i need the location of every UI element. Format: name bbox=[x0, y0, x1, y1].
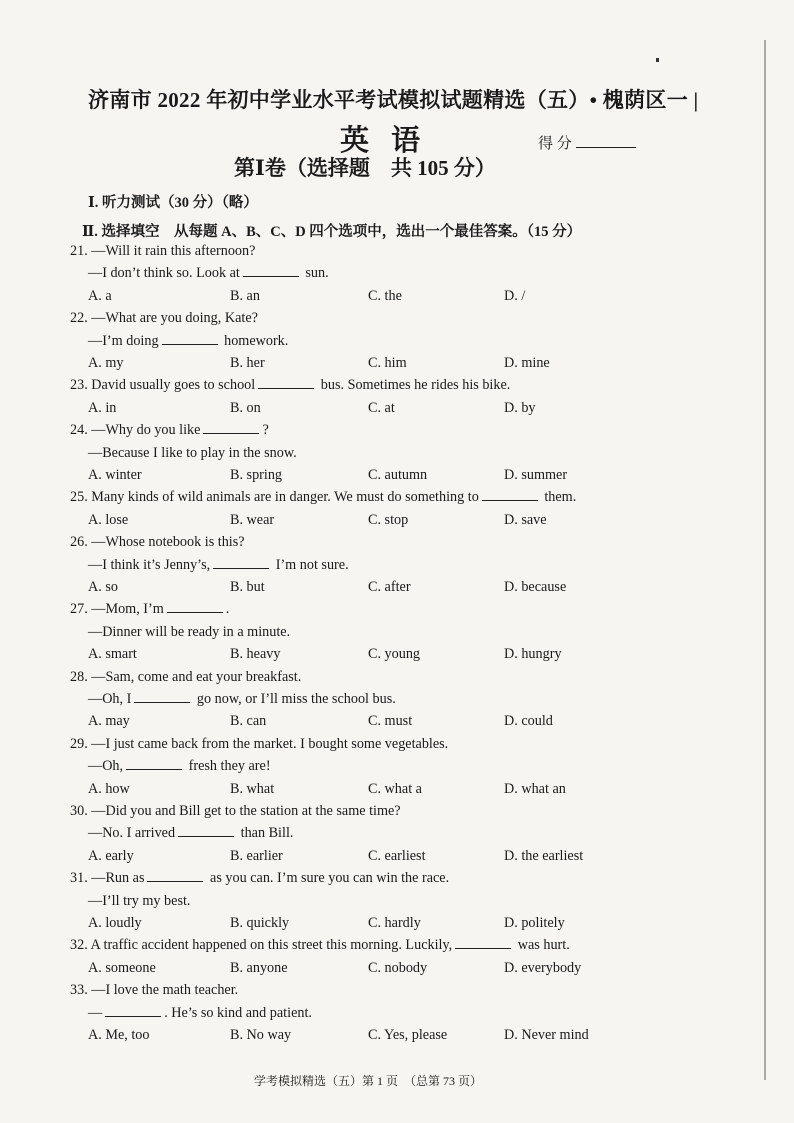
option-a[interactable]: A. loudly bbox=[88, 915, 142, 932]
question-item bbox=[70, 598, 670, 665]
question-item bbox=[70, 374, 670, 419]
question-text: 22. —What are you doing, Kate? bbox=[70, 310, 258, 327]
answer-blank[interactable] bbox=[203, 419, 259, 434]
option-a[interactable]: A. so bbox=[88, 579, 118, 596]
question-text-tail: was hurt. bbox=[514, 937, 570, 954]
question-text: —Oh, I bbox=[88, 691, 132, 708]
answer-blank[interactable] bbox=[482, 486, 538, 501]
option-c[interactable]: C. him bbox=[368, 355, 407, 372]
score-label: 得 分 bbox=[538, 136, 572, 152]
option-c[interactable]: C. Yes, please bbox=[368, 1027, 448, 1044]
option-a[interactable]: A. my bbox=[88, 355, 124, 372]
option-a[interactable]: A. in bbox=[88, 399, 117, 416]
question-text: —I’m doing bbox=[88, 332, 159, 349]
question-text: — bbox=[88, 1004, 103, 1021]
question-line bbox=[70, 531, 670, 553]
question-item bbox=[70, 934, 670, 979]
question-line bbox=[70, 822, 670, 844]
question-text-tail: . bbox=[225, 601, 230, 618]
option-a[interactable]: A. may bbox=[88, 713, 130, 730]
question-text-tail: them. bbox=[540, 489, 577, 506]
option-c[interactable]: C. earliest bbox=[368, 847, 426, 864]
question-text: —Oh, bbox=[88, 758, 124, 775]
question-text-tail: bus. Sometimes he rides his bike. bbox=[317, 377, 511, 394]
option-c[interactable]: C. young bbox=[368, 646, 421, 663]
option-b[interactable]: B. quickly bbox=[230, 915, 290, 932]
answer-blank[interactable] bbox=[134, 688, 190, 703]
option-a[interactable]: A. lose bbox=[88, 511, 129, 528]
option-d[interactable]: D. everybody bbox=[504, 959, 582, 976]
option-d[interactable]: D. Never mind bbox=[504, 1027, 589, 1044]
question-text: 33. —I love the math teacher. bbox=[70, 982, 239, 999]
options-row bbox=[70, 285, 670, 307]
option-d[interactable]: D. the earliest bbox=[504, 847, 584, 864]
options-row bbox=[70, 710, 670, 732]
question-line bbox=[70, 867, 670, 889]
question-line bbox=[70, 598, 670, 620]
question-text-tail: go now, or I’ll miss the school bus. bbox=[193, 691, 396, 708]
question-item bbox=[70, 531, 670, 598]
option-d[interactable]: D. because bbox=[504, 579, 567, 596]
section-listening: Ⅰ. 听力测试（30 分）（略） bbox=[88, 195, 258, 211]
question-text: 32. A traffic accident happened on this street this morning. Luckily, bbox=[70, 937, 453, 954]
option-c[interactable]: C. stop bbox=[368, 511, 409, 528]
option-d[interactable]: D. could bbox=[504, 713, 553, 730]
question-text: 26. —Whose notebook is this? bbox=[70, 534, 245, 551]
option-d[interactable]: D. politely bbox=[504, 915, 565, 932]
question-line bbox=[70, 554, 670, 576]
option-a[interactable]: A. someone bbox=[88, 959, 156, 976]
question-line bbox=[70, 419, 670, 441]
question-line bbox=[70, 800, 670, 822]
question-text-tail: as you can. I’m sure you can win the race. bbox=[206, 870, 450, 887]
options-row bbox=[70, 912, 670, 934]
option-b[interactable]: B. what bbox=[230, 780, 275, 797]
options-row bbox=[70, 464, 670, 486]
question-line bbox=[70, 442, 670, 464]
option-b[interactable]: B. anyone bbox=[230, 959, 288, 976]
answer-blank[interactable] bbox=[258, 374, 314, 389]
volume-title: 第Ⅰ卷（选择题 共 105 分） bbox=[234, 156, 496, 180]
question-line bbox=[70, 330, 670, 352]
page-footer: 学考模拟精选（五）第 1 页 （总第 73 页） bbox=[254, 1074, 483, 1088]
question-line bbox=[70, 733, 670, 755]
option-d[interactable]: D. what an bbox=[504, 780, 566, 797]
option-a[interactable]: A. Me, too bbox=[88, 1027, 150, 1044]
option-d[interactable]: D. / bbox=[504, 287, 526, 304]
option-a[interactable]: A. smart bbox=[88, 646, 137, 663]
question-text: —Dinner will be ready in a minute. bbox=[88, 623, 291, 640]
answer-blank[interactable] bbox=[455, 934, 511, 949]
question-line bbox=[70, 486, 670, 508]
question-text: —I don’t think so. Look at bbox=[88, 265, 240, 282]
option-b[interactable]: B. an bbox=[230, 287, 260, 304]
question-item bbox=[70, 733, 670, 800]
option-a[interactable]: A. early bbox=[88, 847, 134, 864]
option-c[interactable]: C. nobody bbox=[368, 959, 428, 976]
question-item bbox=[70, 979, 670, 1046]
options-row bbox=[70, 509, 670, 531]
option-c[interactable]: C. the bbox=[368, 287, 402, 304]
question-text: 29. —I just came back from the market. I bought some vegetables. bbox=[70, 735, 449, 752]
question-text: 30. —Did you and Bill get to the station at the same time? bbox=[70, 803, 401, 820]
options-row bbox=[70, 352, 670, 374]
options-row bbox=[70, 1024, 670, 1046]
question-line bbox=[70, 934, 670, 956]
question-item bbox=[70, 240, 670, 307]
score-field bbox=[538, 132, 636, 153]
option-c[interactable]: C. autumn bbox=[368, 467, 428, 484]
answer-blank[interactable] bbox=[178, 822, 234, 837]
question-item bbox=[70, 666, 670, 733]
question-text: —No. I arrived bbox=[88, 825, 176, 842]
options-row bbox=[70, 576, 670, 598]
option-a[interactable]: A. winter bbox=[88, 467, 142, 484]
option-b[interactable]: B. heavy bbox=[230, 646, 281, 663]
answer-blank[interactable] bbox=[243, 262, 299, 277]
option-a[interactable]: A. how bbox=[88, 780, 130, 797]
option-b[interactable]: B. but bbox=[230, 579, 265, 596]
question-text-tail: I’m not sure. bbox=[272, 556, 349, 573]
question-text: —I’ll try my best. bbox=[88, 892, 191, 909]
question-item bbox=[70, 307, 670, 374]
question-text: 21. —Will it rain this afternoon? bbox=[70, 243, 256, 259]
option-b[interactable]: B. can bbox=[230, 713, 267, 730]
question-item bbox=[70, 867, 670, 934]
exam-title: 济南市 2022 年初中学业水平考试模拟试题精选（五）• 槐荫区一 | bbox=[88, 88, 699, 112]
question-line bbox=[70, 1002, 670, 1024]
option-c[interactable]: C. hardly bbox=[368, 915, 421, 932]
options-row bbox=[70, 845, 670, 867]
question-line bbox=[70, 688, 670, 710]
question-text: 23. David usually goes to school bbox=[70, 377, 256, 394]
option-c[interactable]: C. at bbox=[368, 399, 395, 416]
question-text-tail: sun. bbox=[301, 265, 329, 282]
options-row bbox=[70, 397, 670, 419]
option-c[interactable]: C. after bbox=[368, 579, 411, 596]
question-line bbox=[70, 979, 670, 1001]
question-line bbox=[70, 890, 670, 912]
option-d[interactable]: D. hungry bbox=[504, 646, 562, 663]
question-text: 24. —Why do you like bbox=[70, 422, 201, 439]
question-text: 25. Many kinds of wild animals are in danger. We must do something to bbox=[70, 489, 479, 506]
question-text: 27. —Mom, I’m bbox=[70, 601, 164, 618]
option-b[interactable]: B. earlier bbox=[230, 847, 283, 864]
question-text: —Because I like to play in the snow. bbox=[88, 444, 297, 461]
option-b[interactable]: B. spring bbox=[230, 467, 283, 484]
option-c[interactable]: C. what a bbox=[368, 780, 422, 797]
question-text: —I think it’s Jenny’s, bbox=[88, 556, 211, 573]
question-line bbox=[70, 240, 670, 262]
answer-blank[interactable] bbox=[167, 598, 223, 613]
answer-blank[interactable] bbox=[126, 755, 182, 770]
answer-blank[interactable] bbox=[162, 330, 218, 345]
option-d[interactable]: D. summer bbox=[504, 467, 568, 484]
option-d[interactable]: D. by bbox=[504, 399, 536, 416]
question-item bbox=[70, 419, 670, 486]
option-b[interactable]: B. wear bbox=[230, 511, 275, 528]
question-text-tail: homework. bbox=[220, 332, 289, 349]
subject-title: 英 语 bbox=[340, 123, 427, 157]
answer-blank[interactable] bbox=[147, 867, 203, 882]
option-d[interactable]: D. save bbox=[504, 511, 547, 528]
answer-blank[interactable] bbox=[105, 1002, 161, 1017]
options-row bbox=[70, 643, 670, 665]
answer-blank[interactable] bbox=[213, 554, 269, 569]
speck-mark bbox=[656, 58, 659, 62]
section-multiple-choice: Ⅱ. 选择填空 从每题 A、B、C、D 四个选项中，选出一个最佳答案。（15 分） bbox=[82, 224, 582, 240]
option-a[interactable]: A. a bbox=[88, 287, 112, 304]
question-text-tail: ? bbox=[262, 422, 269, 439]
question-line bbox=[70, 307, 670, 329]
question-text-tail: fresh they are! bbox=[185, 758, 271, 775]
option-b[interactable]: B. her bbox=[230, 355, 265, 372]
question-item bbox=[70, 800, 670, 867]
option-c[interactable]: C. must bbox=[368, 713, 413, 730]
question-text-tail: than Bill. bbox=[237, 825, 294, 842]
question-text: 31. —Run as bbox=[70, 870, 145, 887]
option-b[interactable]: B. on bbox=[230, 399, 261, 416]
question-item bbox=[70, 486, 670, 531]
question-line bbox=[70, 374, 670, 396]
question-list bbox=[70, 240, 670, 1046]
option-b[interactable]: B. No way bbox=[230, 1027, 292, 1044]
question-text: 28. —Sam, come and eat your breakfast. bbox=[70, 668, 302, 685]
question-line bbox=[70, 755, 670, 777]
options-row bbox=[70, 957, 670, 979]
option-d[interactable]: D. mine bbox=[504, 355, 550, 372]
question-line bbox=[70, 262, 670, 284]
score-blank bbox=[576, 135, 636, 148]
page-edge-line bbox=[764, 40, 766, 1080]
options-row bbox=[70, 778, 670, 800]
question-line bbox=[70, 666, 670, 688]
question-text-tail: . He’s so kind and patient. bbox=[164, 1004, 312, 1021]
question-line bbox=[70, 621, 670, 643]
